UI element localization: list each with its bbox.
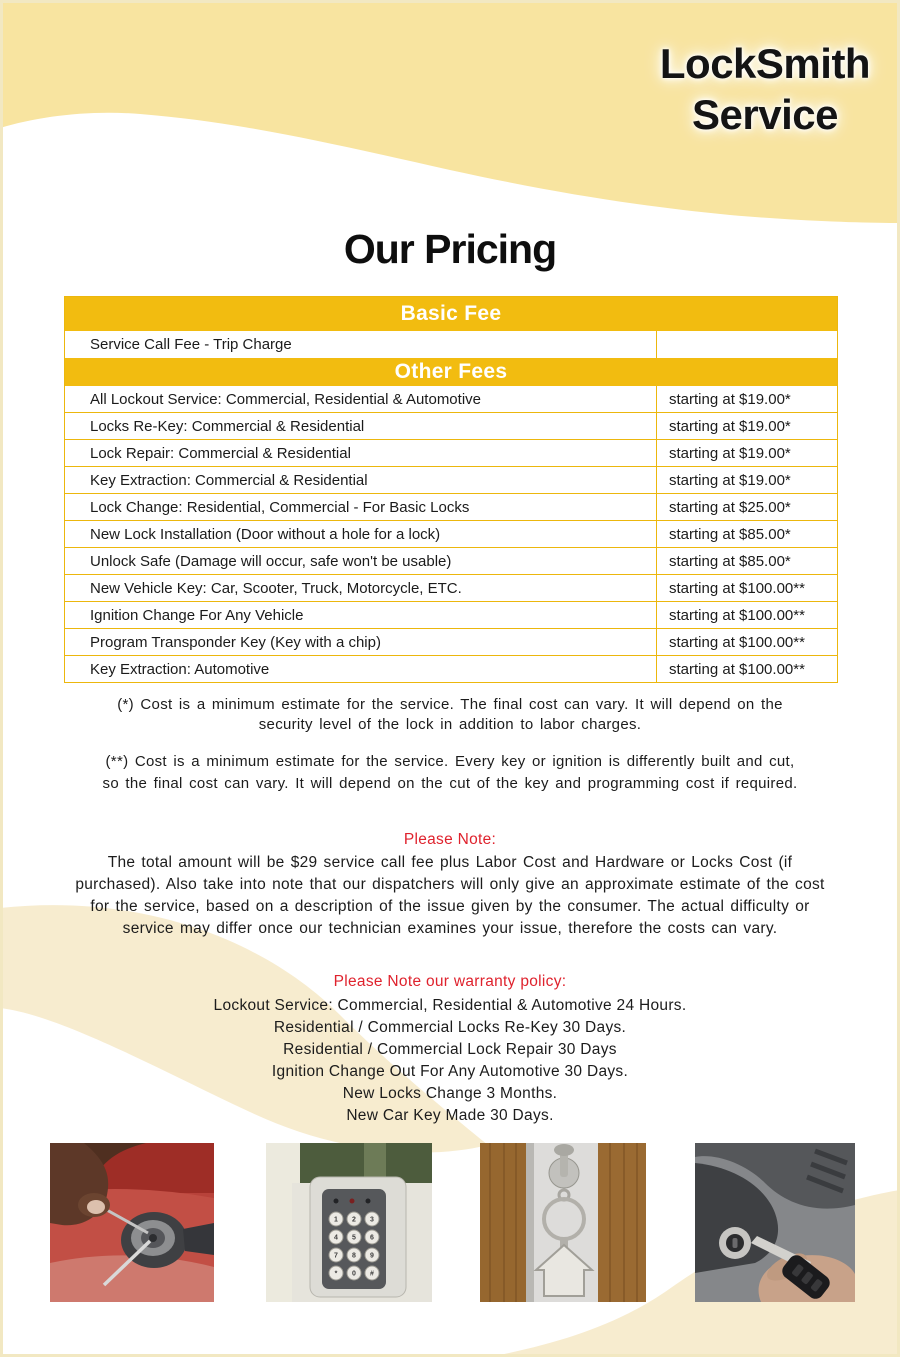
service-cell: Key Extraction: Commercial & Residential xyxy=(90,471,368,489)
service-cell: Program Transponder Key (Key with a chip) xyxy=(90,633,381,651)
table-row xyxy=(65,439,837,466)
svg-text:*: * xyxy=(334,1270,338,1278)
footnote-single-asterisk: (*) Cost is a minimum estimate for the service. The final cost can vary. It will depend on the security level of the lock in addition to labor charges. xyxy=(117,696,783,733)
price-cell: starting at $85.00* xyxy=(656,521,837,547)
svg-text:#: # xyxy=(370,1270,374,1278)
warranty-list xyxy=(0,995,900,1127)
keypad-lock-photo xyxy=(266,1143,432,1302)
price-cell: starting at $19.00* xyxy=(656,467,837,493)
brand-title xyxy=(620,38,900,140)
price-cell: starting at $100.00** xyxy=(656,602,837,628)
price-cell: starting at $19.00* xyxy=(656,386,837,412)
warranty-item: Residential / Commercial Locks Re-Key 30 Days. xyxy=(273,1019,627,1036)
house-keychain-door-photo xyxy=(480,1143,646,1302)
service-cell: Key Extraction: Automotive xyxy=(90,660,270,678)
service-cell: Unlock Safe (Damage will occur, safe won't be usable) xyxy=(90,552,452,570)
warranty-item: New Locks Change 3 Months. xyxy=(342,1085,558,1102)
table-row xyxy=(65,520,837,547)
price-cell: starting at $100.00** xyxy=(656,629,837,655)
warranty-item: Lockout Service: Commercial, Residential & Automotive 24 Hours. xyxy=(213,997,687,1014)
svg-text:6: 6 xyxy=(370,1234,374,1242)
service-cell: Lock Repair: Commercial & Residential xyxy=(90,444,351,462)
other-fees-header: Other Fees xyxy=(65,358,837,386)
table-row xyxy=(65,574,837,601)
service-cell: Locks Re-Key: Commercial & Residential xyxy=(90,417,365,435)
svg-text:4: 4 xyxy=(334,1234,338,1242)
table-row xyxy=(65,628,837,655)
price-cell: starting at $100.00** xyxy=(656,575,837,601)
service-cell: Service Call Fee - Trip Charge xyxy=(90,336,292,353)
service-cell: All Lockout Service: Commercial, Residential & Automotive xyxy=(90,390,481,408)
svg-text:8: 8 xyxy=(352,1252,356,1260)
warranty-title: Please Note our warranty policy: xyxy=(333,973,567,990)
service-cell: New Vehicle Key: Car, Scooter, Truck, Motorcycle, ETC. xyxy=(90,579,462,597)
svg-text:7: 7 xyxy=(334,1252,338,1260)
brand-line2: Service xyxy=(692,91,838,139)
price-cell: starting at $19.00* xyxy=(656,413,837,439)
page-title: Our Pricing xyxy=(343,226,557,272)
service-cell: New Lock Installation (Door without a hole for a lock) xyxy=(90,525,441,543)
note-body: The total amount will be $29 service call fee plus Labor Cost and Hardware or Locks Cost (if purchased). Also take into note that our dispatchers will only give an approximate estimate of the cost for the service, based on a description of the issue given by the consumer. The actual difficulty or service may differ once our technician examines your issue, therefore the costs can vary. xyxy=(75,854,825,937)
car-lock-picking-photo xyxy=(50,1143,214,1302)
svg-text:3: 3 xyxy=(370,1216,374,1224)
price-cell: starting at $25.00* xyxy=(656,494,837,520)
table-row xyxy=(65,412,837,439)
brand-line1: LockSmith xyxy=(659,40,871,87)
note-title: Please Note: xyxy=(403,831,497,848)
warranty-item: Ignition Change Out For Any Automotive 30 Days. xyxy=(271,1063,629,1080)
basic-fee-header: Basic Fee xyxy=(65,297,837,331)
service-cell: Lock Change: Residential, Commercial - For Basic Locks xyxy=(90,498,470,516)
table-row xyxy=(65,466,837,493)
svg-text:0: 0 xyxy=(352,1270,356,1278)
price-cell: starting at $19.00* xyxy=(656,440,837,466)
price-cell: starting at $100.00** xyxy=(656,656,837,682)
price-cell xyxy=(656,331,837,358)
table-row xyxy=(65,331,837,358)
table-row xyxy=(65,493,837,520)
table-row xyxy=(65,655,837,682)
svg-text:1: 1 xyxy=(334,1216,338,1224)
warranty-item: Residential / Commercial Lock Repair 30 Days xyxy=(283,1041,617,1058)
table-row xyxy=(65,547,837,574)
svg-text:5: 5 xyxy=(352,1234,356,1242)
footnote-double-asterisk: (**) Cost is a minimum estimate for the service. Every key or ignition is differently built and cut, so the final cost can vary. It will depend on the cut of the key and programming cost if required. xyxy=(102,753,798,792)
car-ignition-key-photo xyxy=(695,1143,855,1302)
svg-text:9: 9 xyxy=(370,1252,374,1260)
warranty-item: New Car Key Made 30 Days. xyxy=(346,1107,554,1124)
table-row xyxy=(65,386,837,412)
price-cell: starting at $85.00* xyxy=(656,548,837,574)
svg-text:2: 2 xyxy=(352,1216,356,1224)
pricing-table xyxy=(64,296,838,683)
service-cell: Ignition Change For Any Vehicle xyxy=(90,606,304,624)
table-row xyxy=(65,601,837,628)
